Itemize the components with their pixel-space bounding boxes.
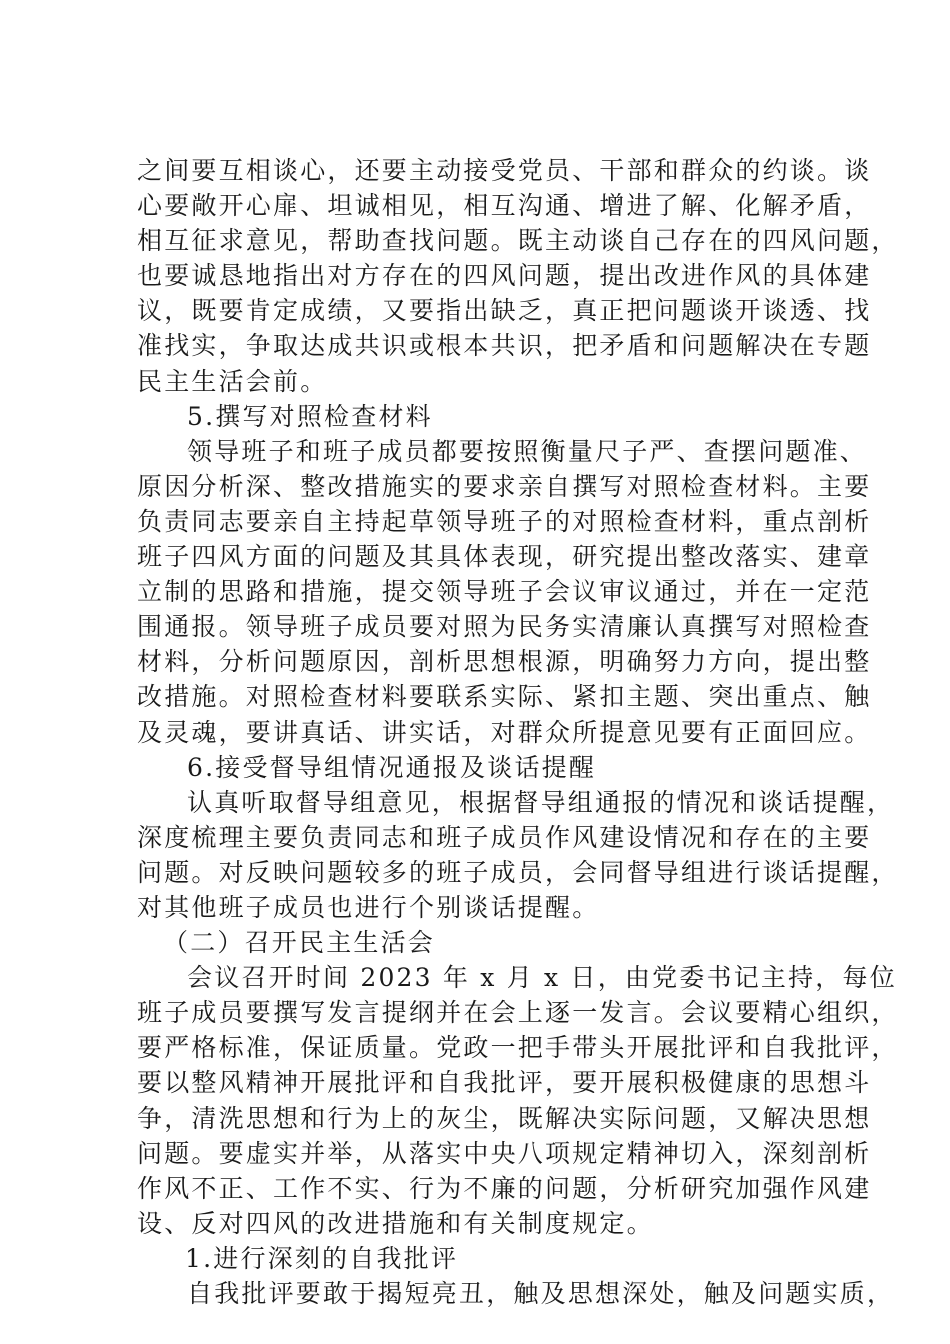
text-line: 负责同志要亲自主持起草领导班子的对照检查材料，重点剖析 — [137, 506, 872, 536]
text-line: 争，清洗思想和行为上的灰尘，既解决实际问题，又解决思想 — [137, 1103, 872, 1133]
text-line: 认真听取督导组意见，根据督导组通报的情况和谈话提醒， — [187, 787, 895, 817]
text-line: 围通报。领导班子成员要对照为民务实清廉认真撰写对照检查 — [137, 612, 872, 642]
section-heading: 5.撰写对照检查材料 — [187, 401, 433, 431]
text-line: 会议召开时间 2023 年 x 月 x 日，由党委书记主持，每位 — [187, 963, 897, 993]
text-line: 之间要互相谈心，还要主动接受党员、干部和群众的约谈。谈 — [137, 156, 872, 185]
text-line: 相互征求意见，帮助查找问题。既主动谈自己存在的四风问题， — [137, 226, 899, 256]
text-line: 要严格标准，保证质量。党政一把手带头开展批评和自我批评， — [137, 1033, 899, 1063]
text-line: 改措施。对照检查材料要联系实际、紧扣主题、突出重点、触 — [137, 682, 872, 712]
document-body — [137, 153, 899, 1311]
text-line: 立制的思路和措施，提交领导班子会议审议通过，并在一定范 — [137, 577, 872, 607]
section-heading: 6.接受督导组情况通报及谈话提醒 — [187, 752, 597, 782]
text-line: 准找实，争取达成共识或根本共识，把矛盾和问题解决在专题 — [137, 331, 872, 361]
text-line: 民主生活会前。 — [137, 366, 328, 396]
text-line: 原因分析深、整改措施实的要求亲自撰写对照检查材料。主要 — [137, 471, 872, 501]
text-line: 领导班子和班子成员都要按照衡量尺子严、查摆问题准、 — [187, 436, 868, 466]
text-line: 对其他班子成员也进行个别谈话提醒。 — [137, 892, 600, 922]
text-line: 深度梳理主要负责同志和班子成员作风建设情况和存在的主要 — [137, 822, 872, 852]
text-line: 班子成员要撰写发言提纲并在会上逐一发言。会议要精心组织， — [137, 998, 899, 1028]
text-line: 要以整风精神开展批评和自我批评，要开展积极健康的思想斗 — [137, 1068, 872, 1098]
text-line: 问题。要虚实并举，从落实中央八项规定精神切入，深刻剖析 — [137, 1138, 872, 1168]
text-line: 议，既要肯定成绩，又要指出缺乏，真正把问题谈开谈透、找 — [137, 296, 872, 326]
text-line: 问题。对反映问题较多的班子成员，会同督导组进行谈话提醒， — [137, 857, 899, 887]
text-line: 材料，分析问题原因，剖析思想根源，明确努力方向，提出整 — [137, 647, 872, 677]
text-line: 也要诚恳地指出对方存在的四风问题，提出改进作风的具体建 — [137, 261, 872, 291]
text-line: 心要敞开心扉、坦诚相见，相互沟通、增进了解、化解矛盾， — [137, 191, 872, 221]
section-heading: （二）召开民主生活会 — [163, 928, 436, 958]
text-line: 班子四风方面的问题及其具体表现，研究提出整改落实、建章 — [137, 542, 872, 572]
text-line: 自我批评要敢于揭短亮丑，触及思想深处，触及问题实质， — [187, 1279, 895, 1308]
text-line: 设、反对四风的改进措施和有关制度规定。 — [137, 1208, 654, 1238]
text-line: 及灵魂，要讲真话、讲实话，对群众所提意见要有正面回应。 — [137, 717, 872, 747]
section-heading: 1.进行深刻的自我批评 — [185, 1243, 459, 1273]
text-line: 作风不正、工作不实、行为不廉的问题，分析研究加强作风建 — [137, 1173, 872, 1203]
